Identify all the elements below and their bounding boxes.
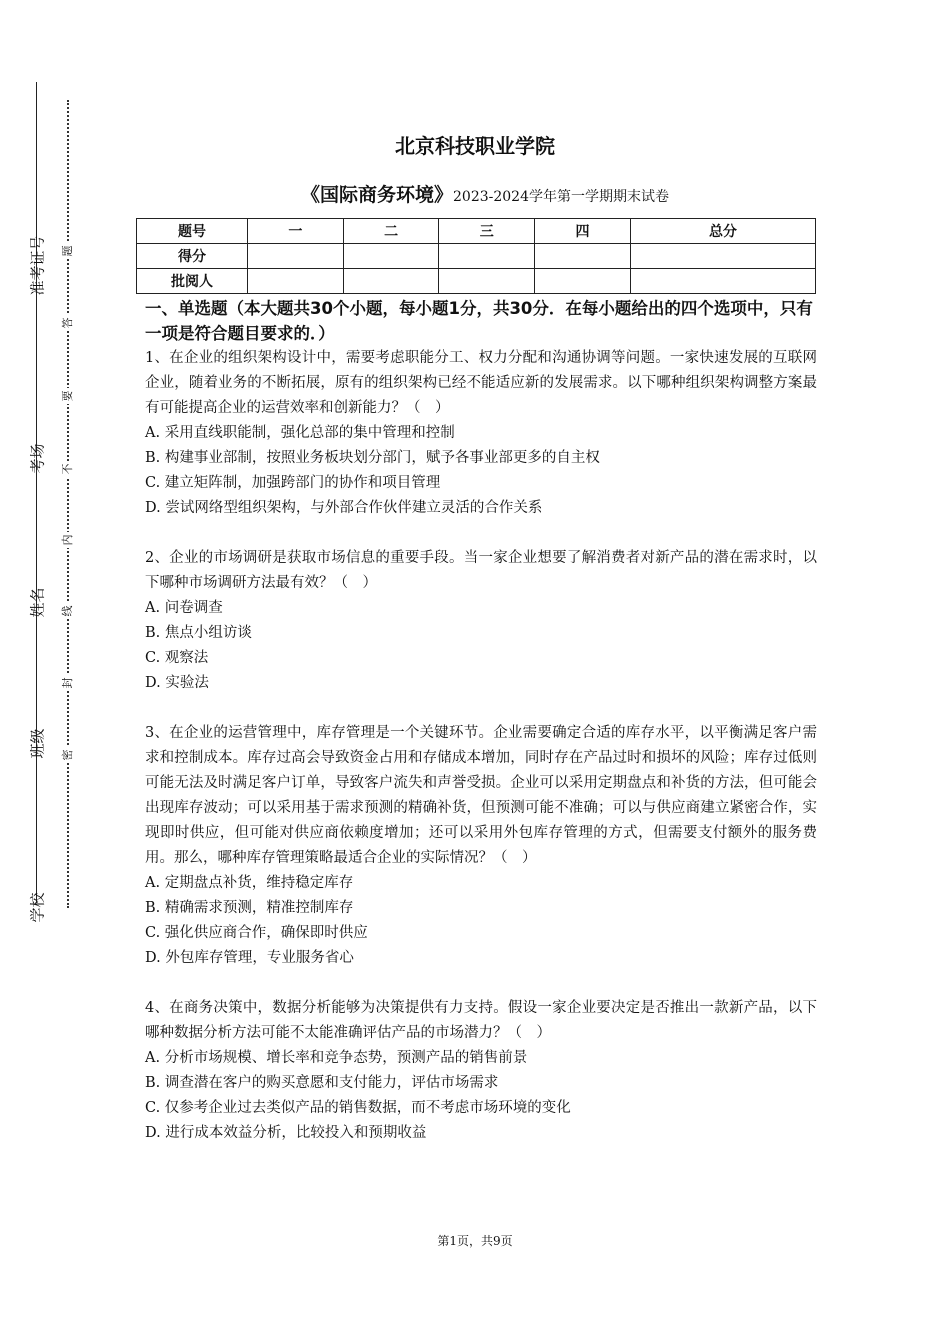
- option-a: A. 定期盘点补货，维持稳定库存: [145, 875, 354, 891]
- option-c: C. 观察法: [145, 650, 209, 666]
- field-name: 姓名: [28, 587, 47, 618]
- seal-char: 密: [61, 747, 75, 763]
- grader-cell: [630, 269, 815, 294]
- option-c: C. 建立矩阵制，加强跨部门的协作和项目管理: [145, 475, 441, 491]
- exam-title: [145, 180, 825, 207]
- score-header-cell: 题号: [137, 219, 248, 244]
- question-1: [145, 346, 817, 521]
- score-cell: [248, 244, 344, 269]
- option-a: A. 采用直线职能制，强化总部的集中管理和控制: [145, 425, 455, 441]
- score-header-cell: 二: [343, 219, 439, 244]
- score-header-cell: 三: [439, 219, 535, 244]
- option-a: A. 问卷调查: [145, 600, 223, 616]
- section-title: 一、单选题（本大题共30个小题，每小题1分，共30分．在每小题给出的四个选项中，只有一项是符合题目要求的．）: [145, 299, 813, 343]
- option-b: B. 焦点小组访谈: [145, 625, 252, 641]
- question-list: [145, 346, 817, 1171]
- question-stem: 1、在企业的组织架构设计中，需要考虑职能分工、权力分配和沟通协调等问题。一家快速发展的互联网企业，随着业务的不断拓展，原有的组织架构已经不能适应新的发展需求。以下哪种组织架构调整方案最有可能提高企业的运营效率和创新能力？（ ）: [145, 350, 817, 416]
- score-cell: [535, 244, 631, 269]
- option-d: D. 外包库存管理，专业服务省心: [145, 950, 354, 966]
- question-stem: 3、在企业的运营管理中，库存管理是一个关键环节。企业需要确定合适的库存水平，以平衡满足客户需求和控制成本。库存过高会导致资金占用和存储成本增加，同时存在产品过时和损坏的风险；库存过低则可能无法及时满足客户订单，导致客户流失和声誉受损。企业可以采用定期盘点和补货的方法，但可能会出现库存波动；可以采用基于需求预测的精确补货，但预测可能不准确；可以与供应商建立紧密合作，实现即时供应，但可能对供应商依赖度增加；还可以采用外包库存管理的方式，但需要支付额外的服务费用。那么，哪种库存管理策略最适合企业的实际情况？（ ）: [145, 725, 817, 866]
- seal-char: 线: [61, 603, 75, 619]
- option-b: B. 调查潜在客户的购买意愿和支付能力，评估市场需求: [145, 1075, 499, 1091]
- question-4: [145, 996, 817, 1146]
- grader-cell: [535, 269, 631, 294]
- score-row: [137, 244, 816, 269]
- score-header-cell: 四: [535, 219, 631, 244]
- question-stem: 4、在商务决策中，数据分析能够为决策提供有力支持。假设一家企业要决定是否推出一款新产品，以下哪种数据分析方法可能不太能准确评估产品的市场潜力？（ ）: [145, 1000, 817, 1041]
- seal-char: 题: [61, 243, 75, 259]
- score-header-cell: 一: [248, 219, 344, 244]
- score-row-label: 得分: [137, 244, 248, 269]
- option-b: B. 构建事业部制，按照业务板块划分部门，赋予各事业部更多的自主权: [145, 450, 600, 466]
- seal-char: 答: [61, 315, 75, 331]
- seal-char: 内: [61, 532, 75, 548]
- field-exam-room: 考场: [28, 443, 47, 474]
- grader-cell: [248, 269, 344, 294]
- seal-char: 不: [61, 461, 75, 477]
- option-b: B. 精确需求预测，精准控制库存: [145, 900, 354, 916]
- option-d: D. 进行成本效益分析，比较投入和预期收益: [145, 1125, 427, 1141]
- score-cell: [630, 244, 815, 269]
- option-c: C. 强化供应商合作，确保即时供应: [145, 925, 368, 941]
- score-cell: [343, 244, 439, 269]
- field-class: 班级: [28, 728, 47, 759]
- option-c: C. 仅参考企业过去类似产品的销售数据，而不考虑市场环境的变化: [145, 1100, 571, 1116]
- question-3: [145, 721, 817, 971]
- score-header-cell: 总分: [630, 219, 815, 244]
- grader-row-label: 批阅人: [137, 269, 248, 294]
- seal-dotted-line: [67, 100, 69, 908]
- grader-row: [137, 269, 816, 294]
- score-table: [136, 218, 816, 294]
- grader-cell: [343, 269, 439, 294]
- option-d: D. 尝试网络型组织架构，与外部合作伙伴建立灵活的合作关系: [145, 500, 543, 516]
- page-footer: 第1页，共9页: [437, 1234, 513, 1248]
- question-2: [145, 546, 817, 696]
- score-cell: [439, 244, 535, 269]
- school-name: 北京科技职业学院: [395, 134, 555, 158]
- grader-cell: [439, 269, 535, 294]
- seal-char: 要: [61, 388, 75, 404]
- course-name: 《国际商务环境》: [300, 184, 453, 206]
- exam-term: 2023-2024学年第一学期期末试卷: [453, 189, 669, 205]
- option-a: A. 分析市场规模、增长率和竞争态势，预测产品的销售前景: [145, 1050, 528, 1066]
- seal-char: 封: [61, 675, 75, 691]
- field-school: 学校: [28, 892, 47, 923]
- option-d: D. 实验法: [145, 675, 209, 691]
- score-table-header: [137, 219, 816, 244]
- question-stem: 2、企业的市场调研是获取市场信息的重要手段。当一家企业想要了解消费者对新产品的潜在需求时，以下哪种市场调研方法最有效？（ ）: [145, 550, 817, 591]
- binding-solid-line: [36, 82, 37, 902]
- binding-margin: [0, 0, 110, 1344]
- field-exam-number: 准考证号: [28, 235, 47, 296]
